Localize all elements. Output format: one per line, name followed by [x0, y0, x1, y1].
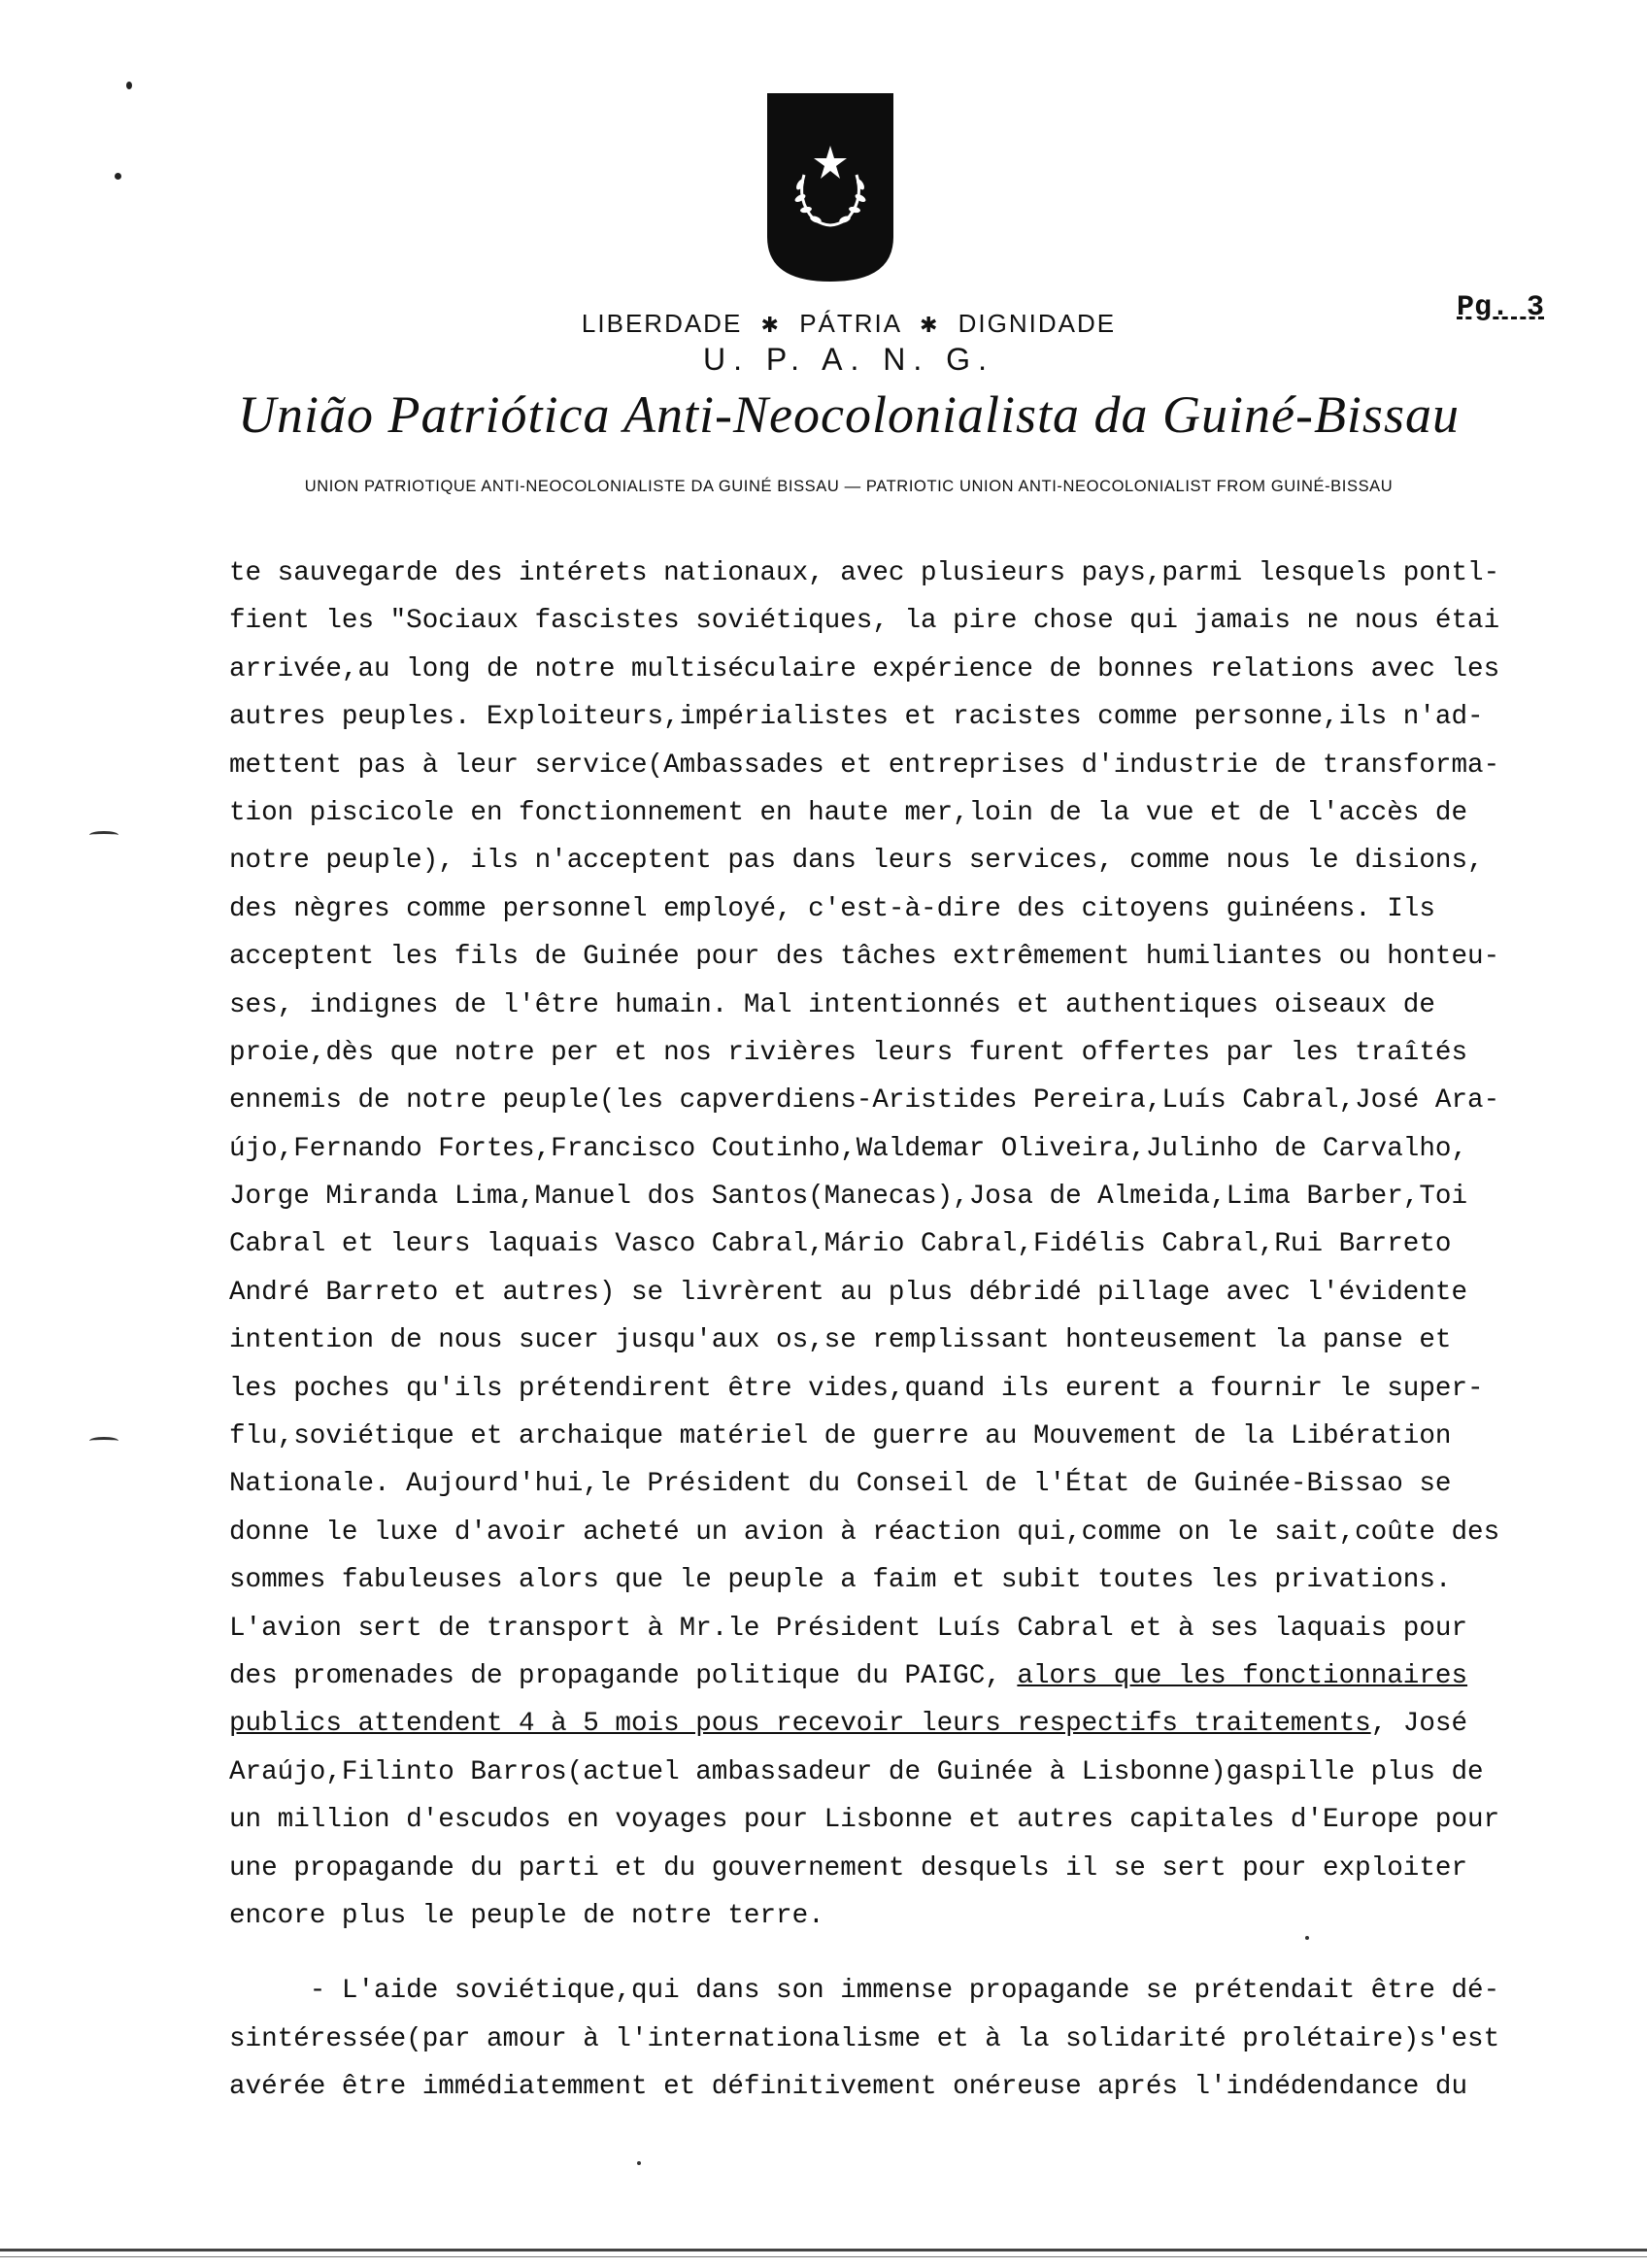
text-line: proie,dès que notre per et nos rivières leurs furent offertes par les traîtés [229, 1037, 1468, 1068]
text-line: des nègres comme personnel employé, c'est-à-dire des citoyens guinéens. Ils [229, 893, 1435, 924]
motto-word: DIGNIDADE [958, 309, 1117, 338]
text-run: des promenades de propagande politique du PAIGC, [229, 1660, 1018, 1691]
text-line: Jorge Miranda Lima,Manuel dos Santos(Manecas),Josa de Almeida,Lima Barber,Toi [229, 1182, 1468, 1213]
text-line: újo,Fernando Fortes,Francisco Coutinho,Waldemar Oliveira,Julinho de Carvalho, [229, 1133, 1468, 1164]
underlined-text: publics attendent 4 à 5 mois pous recevoir leurs respectifs traitements [229, 1709, 1371, 1740]
text-line: intention de nous sucer jusqu'aux os,se remplissant honteusement la panse et [229, 1325, 1452, 1356]
text-line: fient les "Sociaux fascistes soviétiques, la pire chose qui jamais ne nous étai [229, 606, 1500, 637]
shield-star-wreath-icon [765, 91, 895, 284]
motto-separator: ✱ [760, 313, 781, 337]
text-line: sommes fabuleuses alors que le peuple a faim et subit toutes les privations. [229, 1565, 1452, 1596]
text-line: Cabral et leurs laquais Vasco Cabral,Mário Cabral,Fidélis Cabral,Rui Barreto [229, 1229, 1452, 1260]
margin-mark [89, 831, 118, 839]
text-line: ses, indignes de l'être humain. Mal intentionnés et authentiques oiseaux de [229, 989, 1435, 1020]
text-line: notre peuple), ils n'acceptent pas dans leurs services, comme nous le disions, [229, 846, 1484, 877]
text-run: , José [1370, 1709, 1468, 1740]
underlined-text: alors que les fonctionnaires [1017, 1660, 1468, 1691]
paragraph-gap [229, 1940, 1628, 1967]
text-line: acceptent les fils de Guinée pour des tâches extrêmement humiliantes ou honteu- [229, 942, 1500, 973]
text-line: mettent pas à leur service(Ambassades et entreprises d'industrie de transforma- [229, 750, 1500, 781]
text-line: arrivée,au long de notre multiséculaire expérience de bonnes relations avec les [229, 653, 1500, 684]
margin-speck [115, 173, 121, 180]
motto-line [0, 309, 1647, 339]
stray-mark [637, 2161, 641, 2165]
margin-mark [89, 1437, 118, 1445]
stray-mark [1305, 1936, 1309, 1940]
footer-rule [0, 2249, 1647, 2251]
text-line: Nationale. Aujourd'hui,le Président du Conseil de l'État de Guinée-Bissao se [229, 1469, 1452, 1500]
motto-word: PÁTRIA [799, 309, 901, 338]
page-number: Pg. 3 [1457, 291, 1545, 324]
text-line: sintéressée(par amour à l'internationalisme et à la solidarité prolétaire)s'est [229, 2023, 1500, 2054]
org-acronym: U. P. A. N. G. [703, 342, 994, 377]
text-line: Araújo,Filinto Barros(actuel ambassadeur de Guinée à Lisbonne)gaspille plus de [229, 1756, 1484, 1787]
text-line: autres peuples. Exploiteurs,impérialistes et racistes comme personne,ils n'ad- [229, 702, 1484, 733]
footer-rule-thin [0, 2256, 1647, 2257]
text-line: flu,soviétique et archaique matériel de guerre au Mouvement de la Libération [229, 1421, 1452, 1452]
paragraph-2 [229, 1967, 1628, 2111]
text-line: donne le luxe d'avoir acheté un avion à réaction qui,comme on le sait,coûte des [229, 1517, 1500, 1548]
org-name-translations: UNION PATRIOTIQUE ANTI-NEOCOLONIALISTE DA GUINÉ BISSAU — PATRIOTIC UNION ANTI-NEOCOLONIALIST FROM GUINÉ-BISSAU [304, 478, 1394, 495]
text-line: les poches qu'ils prétendirent être vides,quand ils eurent a fournir le super- [229, 1373, 1484, 1404]
text-line [229, 1652, 1628, 1700]
paragraph-1 [229, 550, 1628, 1940]
motto-separator: ✱ [919, 313, 940, 337]
text-line: une propagande du parti et du gouvernement desquels il se sert pour exploiter [229, 1852, 1468, 1884]
text-line: avérée être immédiatemment et définitivement onéreuse aprés l'indédendance du [229, 2072, 1468, 2103]
text-line: André Barreto et autres) se livrèrent au plus débridé pillage avec l'évidente [229, 1277, 1468, 1308]
text-line: un million d'escudos en voyages pour Lisbonne et autres capitales d'Europe pour [229, 1805, 1500, 1836]
text-line: tion piscicole en fonctionnement en haute mer,loin de la vue et de l'accès de [229, 797, 1468, 828]
margin-speck [126, 82, 132, 89]
text-line: te sauvegarde des intérets nationaux, avec plusieurs pays,parmi lesquels pontl- [229, 558, 1500, 588]
text-line: - L'aide soviétique,qui dans son immense propagande se prétendait être dé- [229, 1976, 1500, 2007]
emblem-shield [765, 91, 895, 284]
letter-body [229, 550, 1628, 2112]
text-line: L'avion sert de transport à Mr.le Président Luís Cabral et à ses laquais pour [229, 1613, 1468, 1644]
text-line: encore plus le peuple de notre terre. [229, 1900, 824, 1931]
motto-word: LIBERDADE [581, 309, 743, 338]
text-line [229, 1700, 1628, 1748]
text-line: ennemis de notre peuple(les capverdiens-Aristides Pereira,Luís Cabral,José Ara- [229, 1085, 1500, 1117]
org-name-script: União Patriótica Anti-Neocolonialista da Guiné-Bissau [238, 385, 1460, 444]
